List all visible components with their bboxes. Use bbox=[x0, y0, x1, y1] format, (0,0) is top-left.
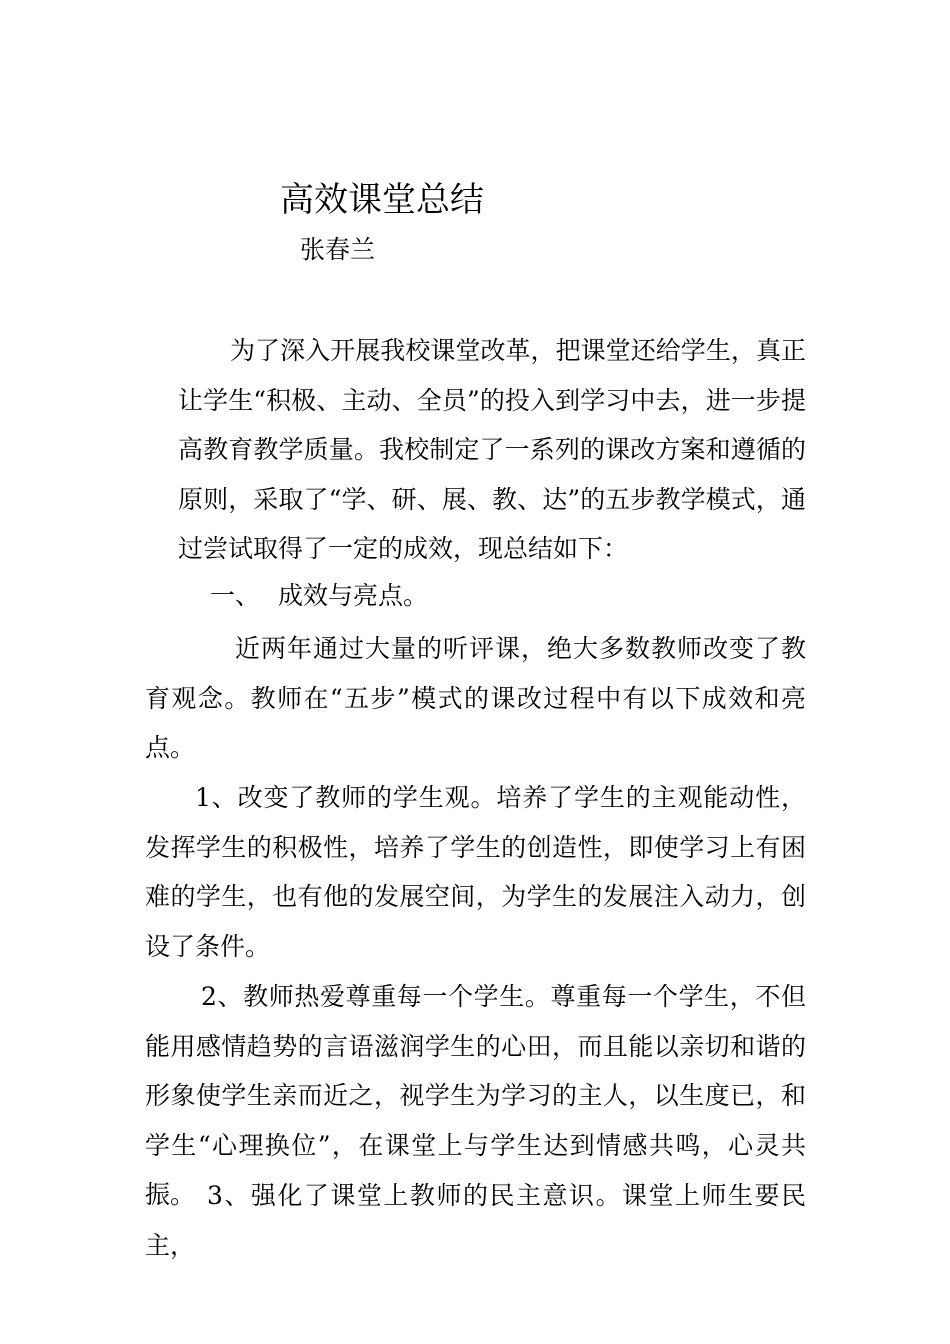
section-heading bbox=[210, 576, 428, 616]
list-item: 1、改变了教师的学生观。培养了学生的主观能动性，发挥学生的积极性，培养了学生的创造性，即使学习上有困难的学生，也有他的发展空间，为学生的发展注入动力，创设了条件。 bbox=[145, 783, 806, 961]
intro-paragraph: 为了深入开展我校课堂改革，把课堂还给学生，真正让学生“积极、主动、全员”的投入到学习中去，进一步提高教育教学质量。我校制定了一系列的课改方案和遵循的原则，采取了“学、研、展、教、达”的五步教学模式，通过尝试取得了一定的成效，现总结如下： bbox=[178, 336, 806, 563]
document-title: 高效课堂总结 bbox=[280, 180, 484, 220]
list-item: 3、强化了课堂上教师的民主意识。课堂上师生要民主， bbox=[145, 1181, 806, 1260]
section-heading-text: 成效与亮点。 bbox=[278, 581, 429, 610]
section-number: 一、 bbox=[210, 581, 261, 610]
section-lead-paragraph: 近两年通过大量的听评课，绝大多数教师改变了教育观念。教师在“五步”模式的课改过程中有以下成效和亮点。 bbox=[145, 634, 806, 762]
list-item: 2、教师热爱尊重每一个学生。尊重每一个学生，不但能用感情趋势的言语滋润学生的心田，而且能以亲切和谐的形象使学生亲而近之，视学生为学习的主人，以生度已，和学生“心理换位”，在课堂上与学生达到情感共鸣，心灵共振。 bbox=[145, 982, 806, 1209]
author-name: 张春兰 bbox=[300, 235, 376, 264]
